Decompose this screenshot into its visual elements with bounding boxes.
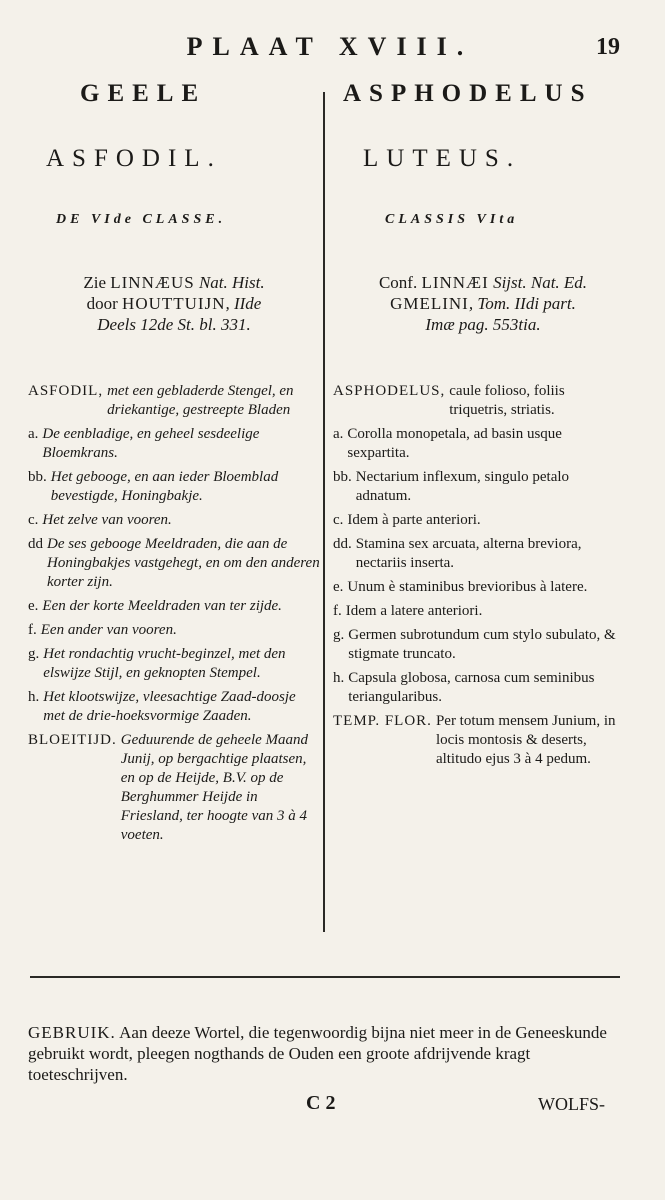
- reference-it: Imæ pag. 553tia.: [425, 315, 541, 334]
- entry-label: a.: [28, 426, 39, 442]
- entry-label: h.: [333, 670, 345, 686]
- dutch-name-line2: ASFODIL.: [46, 145, 222, 172]
- description-entry: [333, 535, 625, 573]
- latin-classis: CLASSIS VIta: [385, 212, 519, 227]
- usage-label: GEBRUIK.: [28, 1023, 116, 1042]
- usage-text: Aan deeze Wortel, die tegenwoordig bijna niet meer in de Geneeskunde gebruikt wordt, pleegen nogthands de Ouden een groote afdrijvende kragt toeteschrijven.: [28, 1023, 607, 1084]
- description-entry: [333, 669, 625, 707]
- entry-text: caule folioso, foliis triquetris, striatis.: [449, 383, 565, 418]
- entry-text: Het gebooge, en aan ieder Bloemblad bevestigde, Honingbakje.: [50, 469, 279, 504]
- latin-name-line1: ASPHODELUS: [343, 80, 593, 107]
- description-entry: [333, 468, 625, 506]
- entry-text: Capsula globosa, carnosa cum seminibus teriangularibus.: [348, 670, 595, 705]
- entry-text: Het rondachtig vrucht-beginzel, met den elswijze Stijl, en geknopten Stempel.: [43, 646, 286, 681]
- entry-label: e.: [333, 579, 344, 595]
- entry-text: Stamina sex arcuata, alterna breviora, nectariis inserta.: [355, 536, 582, 571]
- description-entry: [28, 535, 320, 592]
- description-entry: [28, 425, 320, 463]
- description-entry: [28, 468, 320, 506]
- entry-text: Idem a latere anteriori.: [345, 603, 483, 619]
- entry-label: g.: [28, 646, 40, 662]
- entry-label: ASPHODELUS,: [333, 383, 446, 399]
- entry-label: bb.: [333, 469, 352, 485]
- description-entry: [28, 731, 320, 845]
- reference-line: [28, 314, 320, 335]
- entry-label: c.: [333, 512, 344, 528]
- reference-it: Sijst. Nat. Ed.: [488, 273, 588, 292]
- entry-label: g.: [333, 627, 345, 643]
- entry-label: e.: [28, 598, 39, 614]
- reference-sc: GMELINI: [390, 294, 469, 313]
- description-entry: [333, 578, 625, 597]
- latin-description-list: [333, 382, 625, 774]
- dutch-reference: [28, 272, 320, 335]
- description-entry: [333, 511, 625, 530]
- latin-name-line2: LUTEUS.: [363, 145, 522, 172]
- entry-label: a.: [333, 426, 344, 442]
- reference-it: , Tom. IIdi part.: [468, 294, 576, 313]
- entry-text: Het klootswijze, vleesachtige Zaad-doosje met de drie-hoeksvormige Zaaden.: [43, 689, 296, 724]
- dutch-classe: DE VIde CLASSE.: [56, 212, 227, 227]
- entry-text: De ses gebooge Meeldraden, die aan de Honingbakjes vastgehegt, en om den anderen korter zijn.: [47, 536, 320, 590]
- entry-text: Het zelve van vooren.: [42, 512, 172, 528]
- description-entry: [333, 382, 625, 420]
- entry-label: dd: [28, 536, 43, 552]
- entry-text: De eenbladige, en geheel sesdeelige Bloemkrans.: [42, 426, 260, 461]
- entry-text: Germen subrotundum cum stylo subulato, & stigmate truncato.: [348, 627, 616, 662]
- entry-label: ASFODIL,: [28, 383, 104, 399]
- entry-label: TEMP. FLOR.: [333, 713, 432, 729]
- entry-text: Een der korte Meeldraden van ter zijde.: [42, 598, 282, 614]
- reference-it: Nat. Hist.: [194, 273, 265, 292]
- entry-text: Per totum mensem Junium, in locis montosis & deserts, altitudo ejus 3 à 4 pedum.: [435, 713, 616, 767]
- reference-line: [28, 293, 320, 314]
- reference-it: , IIde: [225, 294, 262, 313]
- catchword: WOLFS-: [538, 1094, 605, 1114]
- signature-mark: C 2: [306, 1092, 336, 1114]
- description-entry: [28, 621, 320, 640]
- reference-pre: Zie: [83, 273, 111, 292]
- reference-line: [333, 314, 633, 335]
- latin-reference: [333, 272, 633, 335]
- reference-sc: LINNÆUS: [110, 273, 195, 292]
- dutch-description-list: [28, 382, 320, 850]
- description-entry: [28, 511, 320, 530]
- entry-label: dd.: [333, 536, 352, 552]
- reference-line: [333, 293, 633, 314]
- description-entry: [333, 712, 625, 769]
- description-entry: [28, 645, 320, 683]
- reference-sc: HOUTTUIJN: [122, 294, 226, 313]
- entry-label: h.: [28, 689, 40, 705]
- entry-text: Corolla monopetala, ad basin usque sexpartita.: [347, 426, 562, 461]
- description-entry: [28, 597, 320, 616]
- reference-pre: Conf.: [378, 273, 422, 292]
- reference-it: Deels 12de St. bl. 331.: [97, 315, 251, 334]
- description-entry: [333, 602, 625, 621]
- entry-label: f.: [333, 603, 342, 619]
- usage-paragraph: [28, 1022, 628, 1085]
- entry-text: Een ander van vooren.: [40, 622, 177, 638]
- page-number: 19: [596, 34, 620, 60]
- reference-sc: LINNÆI: [421, 273, 489, 292]
- entry-text: met een gebladerde Stengel, en driekantige, gestreepte Bladen: [107, 383, 294, 418]
- entry-label: bb.: [28, 469, 47, 485]
- reference-pre: door: [86, 294, 123, 313]
- description-entry: [28, 688, 320, 726]
- entry-label: f.: [28, 622, 37, 638]
- entry-text: Idem à parte anteriori.: [347, 512, 481, 528]
- entry-text: Geduurende de geheele Maand Junij, op bergachtige plaatsen, en op de Heijde, B.V. op de Berghummer Heijde in Friesland, ter hoogte van 3 à 4 voeten.: [120, 732, 309, 843]
- entry-label: BLOEITIJD.: [28, 732, 117, 748]
- reference-line: [333, 272, 633, 293]
- entry-label: c.: [28, 512, 39, 528]
- entry-text: Nectarium inflexum, singulo petalo adnatum.: [355, 469, 570, 504]
- column-divider: [323, 92, 325, 932]
- reference-line: [28, 272, 320, 293]
- entry-text: Unum è staminibus brevioribus à latere.: [347, 579, 588, 595]
- description-entry: [333, 626, 625, 664]
- plate-title: PLAAT XVIII.: [186, 32, 474, 61]
- description-entry: [28, 382, 320, 420]
- section-rule: [30, 976, 620, 978]
- description-entry: [333, 425, 625, 463]
- dutch-name-line1: GEELE: [80, 80, 207, 107]
